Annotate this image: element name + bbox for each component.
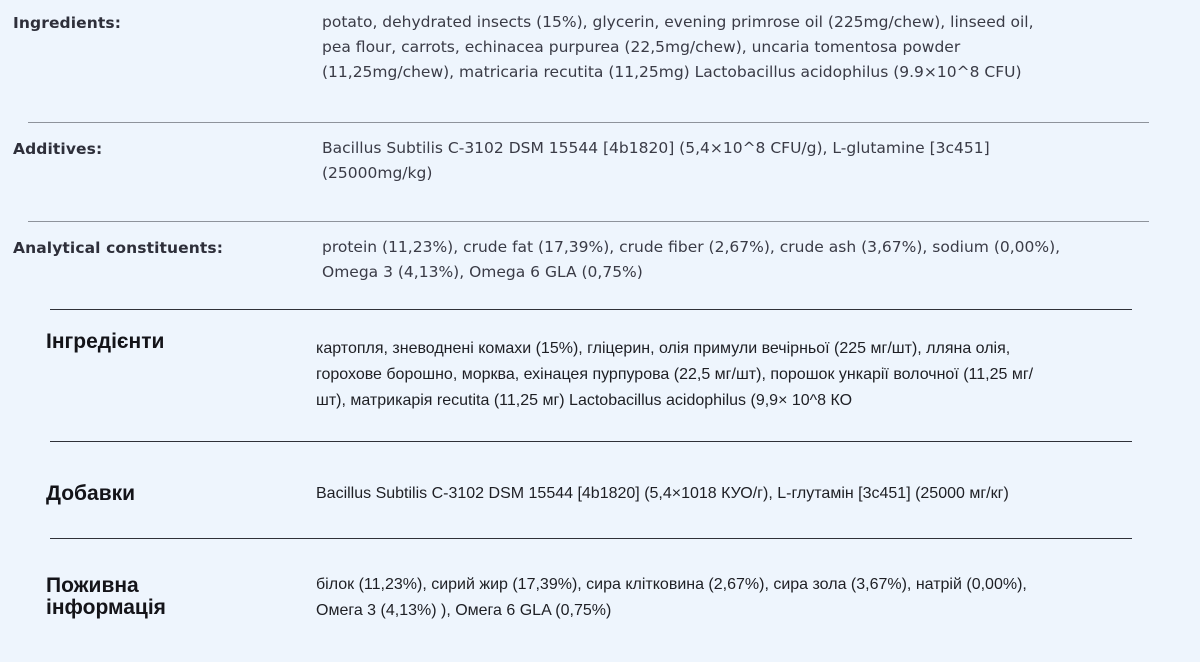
text-line: Bacillus Subtilis C-3102 DSM 15544 [4b1820] (5,4×1018 КУО/г), L-глутамін [3c451] (25000 мг/кг) [316, 485, 1009, 502]
text-line: горохове борошно, морква, ехінацея пурпурова (22,5 мг/шт), порошок ункарії волочної (11,25 мг/ [316, 366, 1034, 383]
divider [50, 441, 1132, 442]
divider [28, 122, 1149, 123]
text-line: Omega 3 (4,13%), Omega 6 GLA (0,75%) [322, 263, 643, 281]
divider [50, 538, 1132, 539]
text-line: potato, dehydrated insects (15%), glycerin, evening primrose oil (225mg/chew), linseed oil, [322, 13, 1034, 31]
label-line: інформація [46, 596, 166, 619]
text-line: картопля, зневоднені комахи (15%), гліцерин, олія примули вечірньої (225 мг/шт), лляна олія, [316, 340, 1011, 357]
divider [28, 221, 1149, 222]
ingredients-label-en: Ingredients: [13, 14, 122, 32]
divider [50, 309, 1132, 310]
nutrition-value-ua [316, 572, 1156, 624]
text-line: білок (11,23%), сирий жир (17,39%), сира клітковина (2,67%), сира зола (3,67%), натрій (0,00%), [316, 576, 1027, 593]
additives-value-en [322, 136, 1152, 186]
analytical-label-en: Analytical constituents: [13, 239, 224, 257]
additives-label-en: Additives: [13, 140, 103, 158]
nutrition-label-ua [46, 575, 166, 619]
text-line: protein (11,23%), crude fat (17,39%), crude fiber (2,67%), crude ash (3,67%), sodium (0,00%), [322, 238, 1061, 256]
ingredients-label-ua: Інгредієнти [46, 330, 165, 353]
additives-label-ua: Добавки [46, 482, 136, 505]
text-line: (25000mg/kg) [322, 164, 433, 182]
analytical-value-en [322, 235, 1152, 285]
text-line: Омега 3 (4,13%) ), Омега 6 GLA (0,75%) [316, 602, 612, 619]
ingredients-value-en [322, 10, 1152, 85]
text-line: (11,25mg/chew), matricaria recutita (11,25mg) Lactobacillus acidophilus (9.9×10^8 CFU) [322, 63, 1022, 81]
additives-value-ua [316, 481, 1156, 507]
text-line: шт), матрикарія recutita (11,25 мг) Lactobacillus acidophilus (9,9× 10^8 КО [316, 392, 853, 409]
label-line: Поживна [46, 574, 139, 597]
text-line: pea flour, carrots, echinacea purpurea (22,5mg/chew), uncaria tomentosa powder [322, 38, 961, 56]
text-line: Bacillus Subtilis C-3102 DSM 15544 [4b1820] (5,4×10^8 CFU/g), L-glutamine [3c451] [322, 139, 990, 157]
ingredients-value-ua [316, 336, 1156, 414]
